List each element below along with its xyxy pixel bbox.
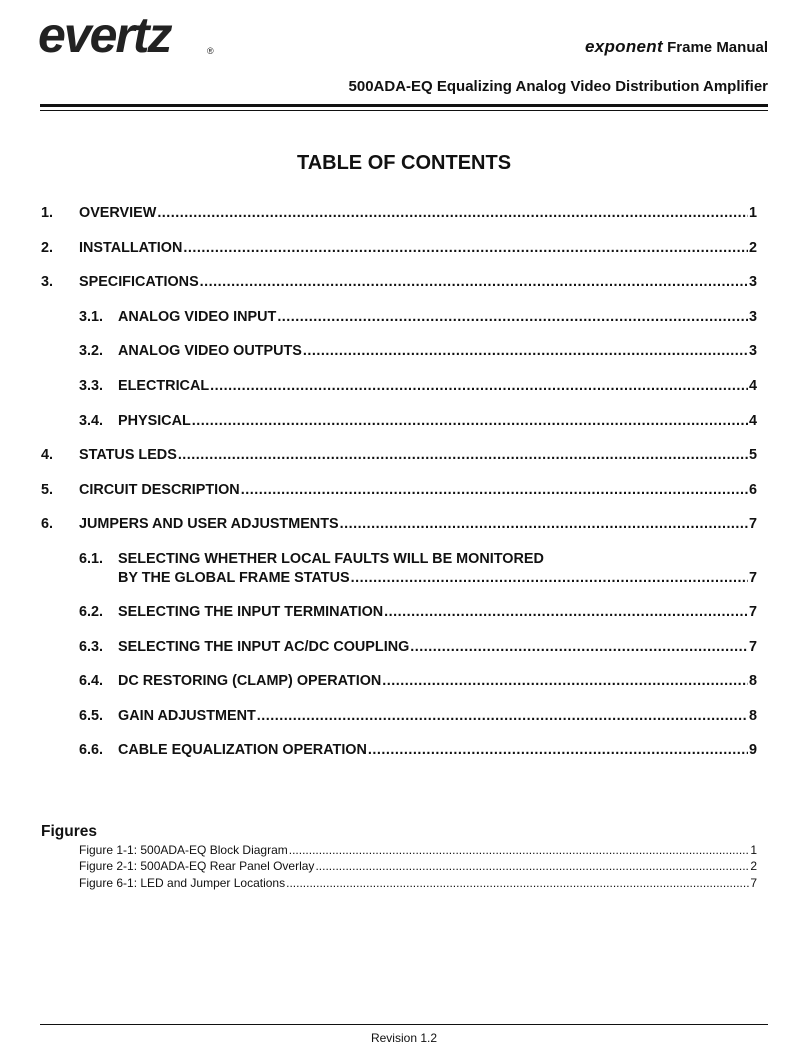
figure-page: 7 — [750, 876, 757, 890]
toc-page: 8 — [748, 708, 757, 724]
toc-leader — [340, 516, 748, 533]
toc-page: 5 — [748, 447, 757, 463]
toc-page: 2 — [748, 240, 757, 256]
toc-number: 6.5. — [79, 708, 104, 724]
series-label: Frame Manual — [667, 39, 768, 56]
figures-heading: Figures — [41, 823, 97, 840]
figure-entry-rear-panel[interactable] — [79, 859, 757, 873]
toc-number: 3.2. — [79, 343, 104, 359]
toc-page: 8 — [748, 673, 757, 689]
toc-number: 3.3. — [79, 378, 104, 394]
toc-number: 3.4. — [79, 413, 104, 429]
toc-leader — [368, 742, 748, 759]
toc-leader — [410, 639, 748, 656]
toc-leader — [183, 240, 748, 257]
toc-entry-local-faults[interactable] — [0, 551, 808, 591]
toc-page: 4 — [748, 413, 757, 429]
toc-title-text: JUMPERS AND USER ADJUSTMENTS — [79, 516, 339, 532]
toc-leader — [351, 570, 748, 587]
figure-leader — [289, 843, 750, 857]
revision-label: Revision 1.2 — [370, 1031, 438, 1045]
toc-leader — [257, 708, 748, 725]
toc-page: 9 — [748, 742, 757, 758]
toc-title-text: SELECTING WHETHER LOCAL FAULTS WILL BE MONITORED — [118, 551, 544, 567]
toc-number: 6.2. — [79, 604, 104, 620]
figure-title: Figure 2-1: 500ADA-EQ Rear Panel Overlay — [79, 859, 315, 873]
figure-entry-block-diagram[interactable] — [79, 843, 757, 857]
manual-series — [585, 37, 768, 57]
toc-number: 2. — [41, 240, 54, 256]
toc-title-text: PHYSICAL — [118, 413, 191, 429]
toc-number: 4. — [41, 447, 54, 463]
toc-number: 6.1. — [79, 551, 104, 567]
logo-text: evertz — [38, 7, 171, 63]
toc-leader — [210, 378, 748, 395]
toc-title-text: DC RESTORING (CLAMP) OPERATION — [118, 673, 382, 689]
document-subtitle: 500ADA-EQ Equalizing Analog Video Distribution Amplifier — [348, 78, 768, 95]
toc-title-text: SPECIFICATIONS — [79, 274, 199, 290]
figure-leader — [286, 876, 749, 890]
toc-page: 7 — [748, 570, 757, 586]
toc-title-text: ELECTRICAL — [118, 378, 210, 394]
figure-page: 2 — [750, 859, 757, 873]
header-rule-thick — [40, 104, 768, 107]
toc-page: 3 — [748, 343, 757, 359]
toc-title-text: INSTALLATION — [79, 240, 183, 256]
toc-leader — [192, 413, 748, 430]
footer-rule — [40, 1024, 768, 1025]
toc-number: 6.4. — [79, 673, 104, 689]
toc-title-text: ANALOG VIDEO INPUT — [118, 309, 277, 325]
toc-title-text: CABLE EQUALIZATION OPERATION — [118, 742, 367, 758]
toc-title-text-cont: BY THE GLOBAL FRAME STATUS — [118, 570, 350, 586]
figure-title: Figure 6-1: LED and Jumper Locations — [79, 876, 286, 890]
toc-number: 3.1. — [79, 309, 104, 325]
toc-title-text: ANALOG VIDEO OUTPUTS — [118, 343, 302, 359]
toc-page: 3 — [748, 274, 757, 290]
toc-number: 5. — [41, 482, 54, 498]
toc-page: 1 — [748, 205, 757, 221]
toc-title-text: GAIN ADJUSTMENT — [118, 708, 256, 724]
figure-page: 1 — [750, 843, 757, 857]
toc-page: 3 — [748, 309, 757, 325]
figure-entry-led-jumper[interactable] — [79, 876, 757, 890]
toc-leader — [241, 482, 748, 499]
figure-title: Figure 1-1: 500ADA-EQ Block Diagram — [79, 843, 288, 857]
header-rule-thin — [40, 110, 768, 111]
toc-title-text: SELECTING THE INPUT AC/DC COUPLING — [118, 639, 410, 655]
figure-leader — [315, 859, 749, 873]
toc-leader — [384, 604, 748, 621]
exponent-brand: exponent — [584, 37, 663, 56]
toc-title-text: CIRCUIT DESCRIPTION — [79, 482, 240, 498]
toc-title-text: STATUS LEDS — [79, 447, 177, 463]
toc-title: TABLE OF CONTENTS — [296, 152, 512, 174]
toc-page: 7 — [748, 604, 757, 620]
toc-leader — [303, 343, 748, 360]
toc-number: 6.6. — [79, 742, 104, 758]
toc-leader — [382, 673, 748, 690]
registered-mark: ® — [207, 46, 214, 56]
toc-title-text: SELECTING THE INPUT TERMINATION — [118, 604, 384, 620]
toc-page: 7 — [748, 516, 757, 532]
toc-leader — [200, 274, 748, 291]
toc-leader — [157, 205, 748, 222]
toc-leader — [178, 447, 748, 464]
toc-title-text: OVERVIEW — [79, 205, 157, 221]
toc-number: 6. — [41, 516, 54, 532]
toc-number: 6.3. — [79, 639, 104, 655]
toc-leader — [277, 309, 748, 326]
toc-page: 4 — [748, 378, 757, 394]
toc-number: 1. — [41, 205, 54, 221]
toc-page: 6 — [748, 482, 757, 498]
toc-number: 3. — [41, 274, 54, 290]
toc-page: 7 — [748, 639, 757, 655]
